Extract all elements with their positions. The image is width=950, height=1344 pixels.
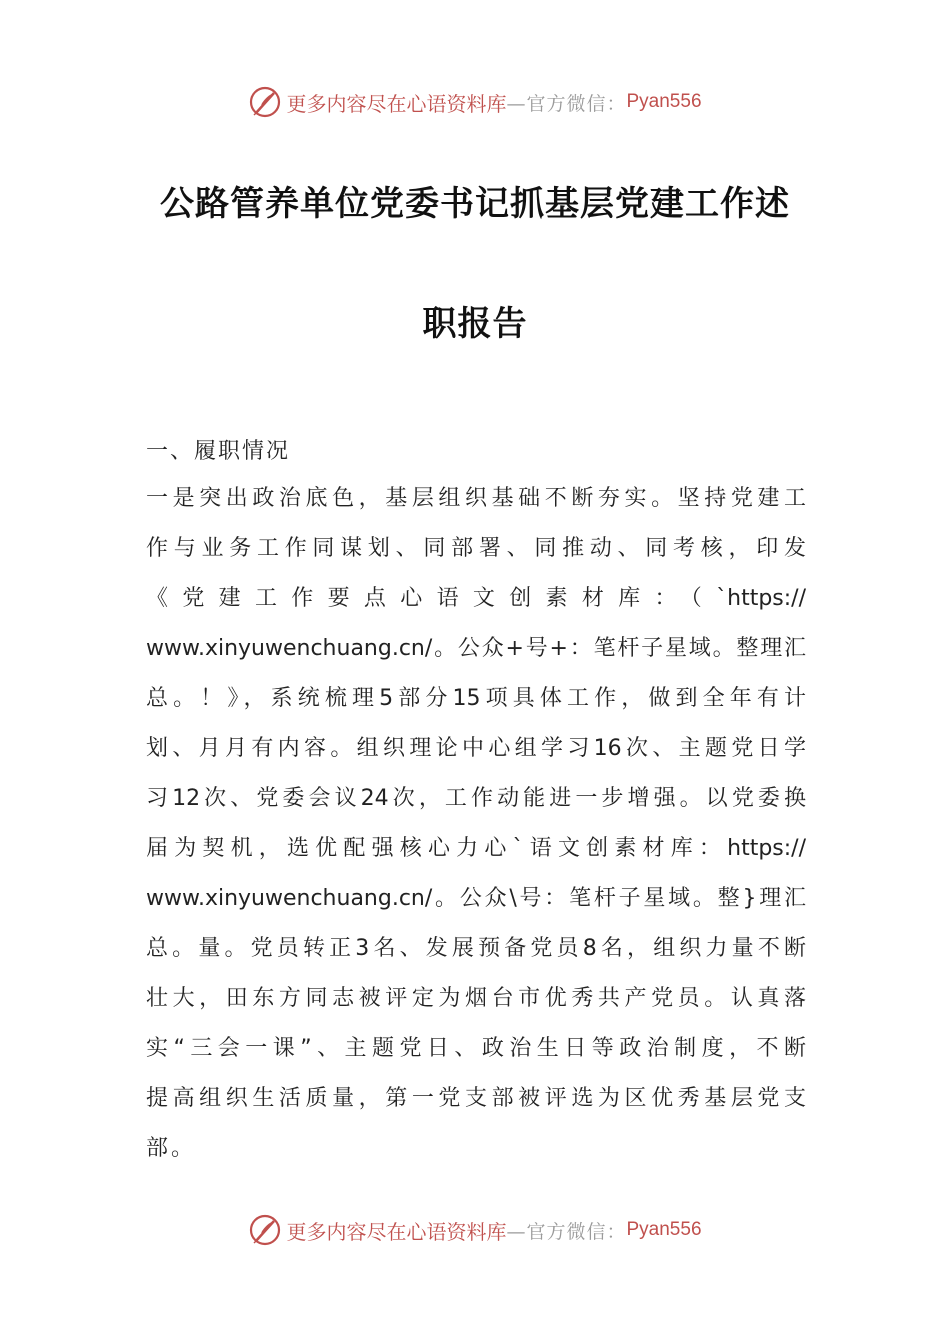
paragraph-line: 提高组织生活质量，第一党支部被评选为区优秀基层党支 [146,1086,806,1111]
quill-logo-icon [248,85,282,119]
banner-text-main: 更多内容尽在心语资料库 [286,1219,507,1244]
paragraph-line-last: 部。 [146,1136,197,1161]
paragraph-line: 《党建工作要点心语文创素材库：（`https:// [146,586,806,611]
paragraph-line: 总。量。党员转正3名、发展预备党员8名，组织力量不断 [146,936,806,961]
paragraph-line: 壮大，田东方同志被评定为烟台市优秀共产党员。认真落 [146,986,806,1011]
footer-watermark-banner [0,1210,950,1250]
document-title-line-1: 公路管养单位党委书记抓基层党建工作述 [160,184,790,224]
body-paragraph [146,474,806,1174]
paragraph-line: 一是突出政治底色，基层组织基础不断夯实。坚持党建工 [146,486,806,511]
quill-logo-icon [248,1213,282,1247]
paragraph-line: 划、月月有内容。组织理论中心组学习16次、主题党日学 [146,736,806,761]
banner-text-wechat-label: —官方微信： [506,92,627,115]
document-title-line-2: 职报告 [422,304,528,344]
paragraph-line: 作与业务工作同谋划、同部署、同推动、同考核，印发 [146,536,806,561]
banner-text-main: 更多内容尽在心语资料库 [286,91,507,116]
banner-text-wechat-id: Pyan556 [626,91,702,112]
paragraph-line: www.xinyuwenchuang.cn/。公众+号+：笔杆子星域。整理汇 [146,636,806,661]
paragraph-line: 届为契机，选优配强核心力心`语文创素材库：https:// [146,836,806,861]
paragraph-line: 总。！》，系统梳理5部分15项具体工作，做到全年有计 [146,686,806,711]
header-watermark-banner [0,82,950,122]
banner-text-wechat-label: —官方微信： [506,1220,627,1243]
section-heading: 一、履职情况 [146,439,291,464]
paragraph-line: 实“三会一课”、主题党日、政治生日等政治制度，不断 [146,1036,806,1061]
paragraph-line: 习12次、党委会议24次，工作动能进一步增强。以党委换 [146,786,806,811]
paragraph-line: www.xinyuwenchuang.cn/。公众\号：笔杆子星域。整}理汇 [146,886,806,911]
banner-text-wechat-id: Pyan556 [626,1219,702,1240]
